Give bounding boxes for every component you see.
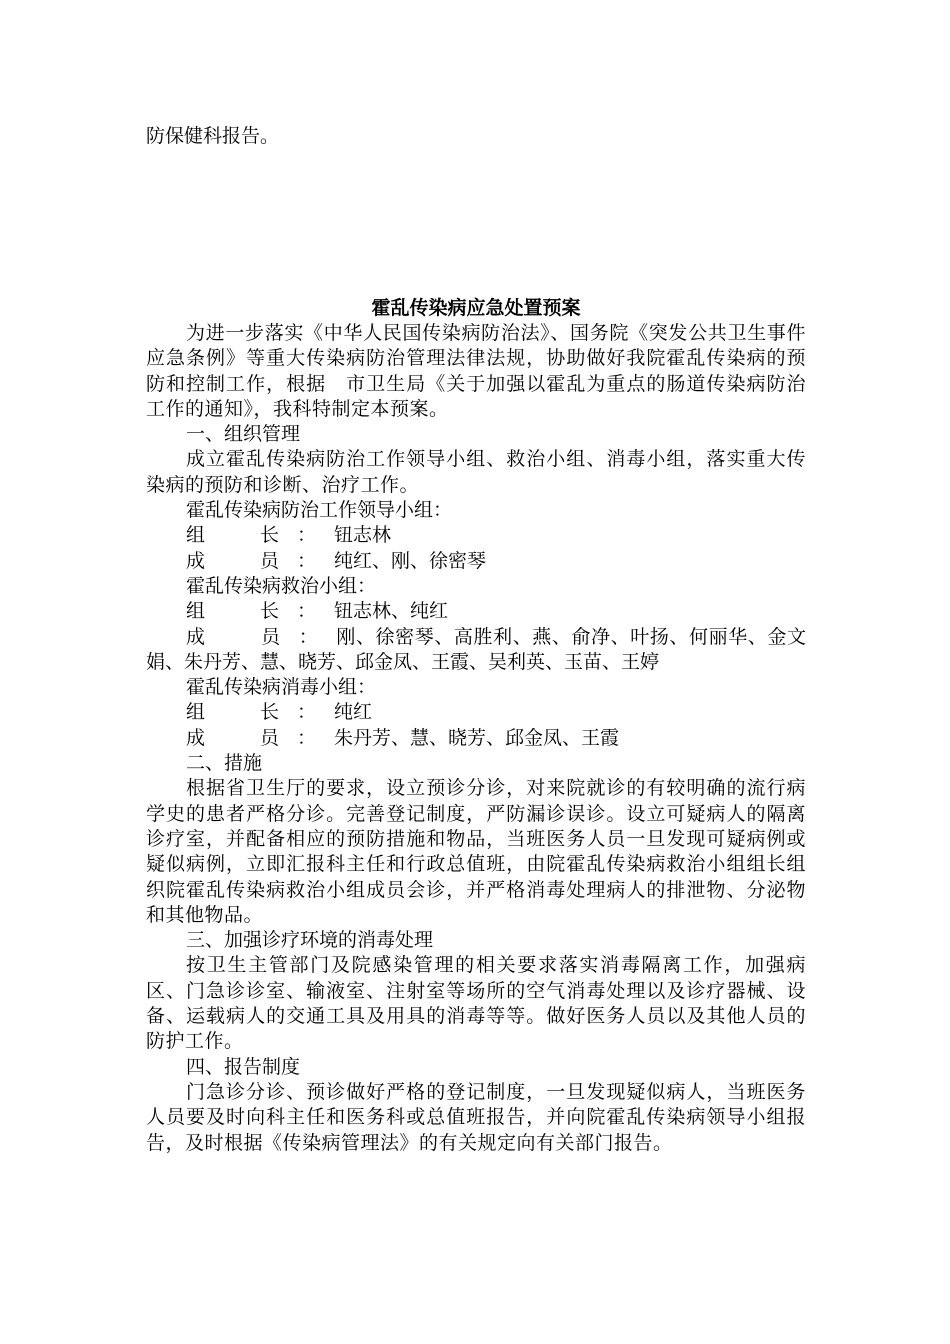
role-label: 组 长： [186,524,335,547]
group-leader-treatment [146,599,806,624]
continuation-text: 防保健科报告。 [146,125,280,147]
leader-names: 钮志林 [334,524,392,547]
member-names: 刚、徐密琴、高胜利、燕、俞净、叶扬、何丽华、金文娟、朱丹芳、慧、晓芳、邱金凤、王霞、吴利英、玉苗、王婷 [146,625,806,673]
section-heading-reporting: 四、报告制度 [186,1055,301,1078]
group-members-treatment [146,625,806,676]
role-label: 组 长： [186,701,335,724]
group-leader-disinfection [146,700,806,725]
group-members-leadership [146,549,806,574]
document-title: 霍乱传染病应急处置预案 [371,297,581,319]
plan-document [146,296,806,1156]
leader-names: 钮志林、纯红 [334,600,449,623]
reporting-paragraph: 门急诊分诊、预诊做好严格的登记制度，一旦发现疑似病人，当班医务人员要及时向科主任和医务科或总值班报告，并向院霍乱传染病领导小组报告，及时根据《传染病管理法》的有关规定向有关部门报告。 [146,1080,806,1154]
organization-paragraph: 成立霍乱传染病防治工作领导小组、救治小组、消毒小组，落实重大传染病的预防和诊断、治疗工作。 [146,448,806,496]
disinfection-paragraph: 按卫生主管部门及院感染管理的相关要求落实消毒隔离工作，加强病区、门急诊诊室、输液室、注射室等场所的空气消毒处理以及诊疗器械、设备、运载病人的交通工具及用具的消毒等等。做好医务人员以及其他人员的防护工作。 [146,954,806,1053]
measures-paragraph: 根据省卫生厅的要求，设立预诊分诊，对来院就诊的有较明确的流行病学史的患者严格分诊。完善登记制度，严防漏诊误诊。设立可疑病人的隔离诊疗室，并配备相应的预防措施和物品，当班医务人员一旦发现可疑病例或疑似病例，立即汇报科主任和行政总值班，由院霍乱传染病救治小组组长组织院霍乱传染病救治小组成员会诊，并严格消毒处理病人的排泄物、分泌物和其他物品。 [146,777,806,926]
role-label: 组 长： [186,600,335,623]
member-names: 纯红、刚、徐密琴 [334,549,487,572]
group-name-leadership: 霍乱传染病防治工作领导小组： [186,499,453,522]
group-leader-leadership [146,523,806,548]
role-label: 成 员： [186,625,337,648]
group-name-treatment: 霍乱传染病救治小组： [186,574,377,597]
role-label: 成 员： [186,549,335,572]
leader-names: 纯红 [334,701,373,724]
group-name-disinfection: 霍乱传染病消毒小组： [186,676,377,699]
group-members-disinfection [146,726,806,751]
section-heading-disinfection: 三、加强诊疗环境的消毒处理 [186,929,434,952]
member-names: 朱丹芳、慧、晓芳、邱金凤、王霞 [334,726,620,749]
intro-paragraph: 为进一步落实《中华人民国传染病防治法》、国务院《突发公共卫生事件应急条例》等重大传染病防治管理法律法规，协助做好我院霍乱传染病的预防和控制工作，根据 市卫生局《关于加强以霍乱为重点的肠道传染病防治工作的通知》，我科特制定本预案。 [146,322,806,420]
section-heading-organization: 一、组织管理 [186,423,301,446]
role-label: 成 员： [186,726,335,749]
section-heading-measures: 二、措施 [186,752,263,775]
